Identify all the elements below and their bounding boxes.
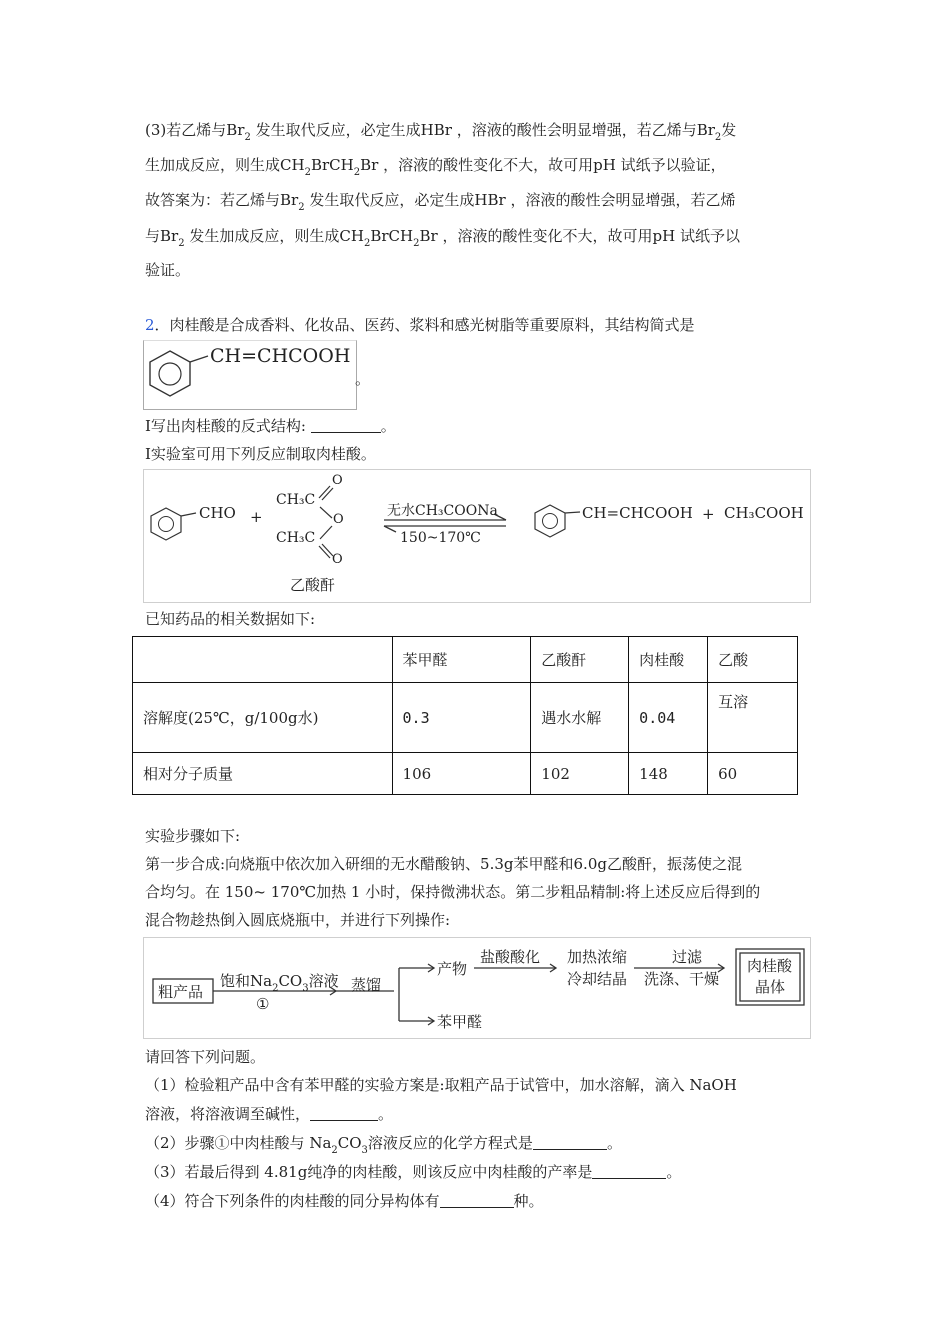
table-cell: 互溶 bbox=[708, 683, 798, 753]
plus-sign-2: + bbox=[702, 505, 715, 523]
anhydride-bottom: CH₃C bbox=[276, 530, 316, 546]
sub-question-3: （3）若最后得到 4.81g纯净的肉桂酸，则该反应中肉桂酸的产率是 。 bbox=[145, 1163, 682, 1181]
table-cell: 60 bbox=[708, 753, 798, 795]
cinnamic-acid-structure bbox=[143, 340, 357, 410]
answer-blank-3[interactable] bbox=[533, 1135, 607, 1150]
table-header-cell: 乙酸酐 bbox=[531, 637, 629, 683]
step-line-3: 混合物趁热倒入圆底烧瓶中，并进行下列操作: bbox=[145, 911, 451, 929]
flow-product: 产物 bbox=[437, 960, 468, 978]
flow-filter: 过滤 bbox=[672, 948, 703, 966]
answer-blank-2[interactable] bbox=[310, 1106, 378, 1121]
anhydride-name: 乙酸酐 bbox=[290, 576, 336, 594]
anhydride-top: CH₃C bbox=[276, 492, 316, 508]
part3-line-4: 与$Br_2$ 发生加成反应，则生成$CH_2BrCH_2Br$ ，溶液的酸性变化不大，故可用pH 试纸予以 bbox=[145, 227, 740, 249]
sub-question-1a: （1）检验粗产品中含有苯甲醛的实验方案是:取粗产品于试管中，加水溶解，滴入 NaOH bbox=[145, 1076, 737, 1094]
flow-final-b: 晶体 bbox=[755, 978, 786, 996]
purification-flowchart bbox=[143, 937, 811, 1039]
table-row bbox=[133, 683, 798, 753]
flow-reagent: 饱和$Na_2CO_3$溶液 bbox=[220, 972, 339, 994]
flow-distill: 蒸馏 bbox=[351, 976, 382, 994]
flow-wash: 洗涤、干燥 bbox=[644, 970, 720, 988]
part3-line-5: 验证。 bbox=[145, 261, 191, 279]
steps-title: 实验步骤如下: bbox=[145, 827, 241, 845]
anhydride-o-mid: O bbox=[333, 512, 344, 527]
plus-sign-1: + bbox=[250, 508, 263, 526]
answer-intro: 请回答下列问题。 bbox=[145, 1048, 266, 1066]
reaction-figure bbox=[143, 469, 811, 603]
conditions-label: 150~170℃ bbox=[400, 530, 481, 546]
q2-intro: 2．肉桂酸是合成香料、化妆品、医药、浆料和感光树脂等重要原料，其结构简式是 bbox=[145, 316, 695, 334]
catalyst-label: 无水CH₃COONa bbox=[387, 503, 498, 519]
table-row bbox=[133, 753, 798, 795]
table-cell: 0.04 bbox=[629, 683, 708, 753]
flow-cool: 冷却结晶 bbox=[567, 970, 628, 988]
table-cell: 溶解度(25℃，g/100g水) bbox=[133, 683, 393, 753]
answer-blank-4[interactable] bbox=[592, 1164, 666, 1179]
answer-blank-5[interactable] bbox=[440, 1193, 514, 1208]
flow-concentrate: 加热浓缩 bbox=[567, 948, 628, 966]
flow-acidify: 盐酸酸化 bbox=[480, 948, 541, 966]
sub-question-4: （4）符合下列条件的肉桂酸的同分异构体有 种。 bbox=[145, 1192, 544, 1210]
table-cell: 148 bbox=[629, 753, 708, 795]
table-cell: 106 bbox=[392, 753, 531, 795]
structure-end-mark: 。 bbox=[355, 370, 371, 388]
step-line-1: 第一步合成:向烧瓶中依次加入研细的无水醋酸钠、5.3g苯甲醛和6.0g乙酸酐，振荡使之混 bbox=[145, 855, 742, 873]
flow-crude-product: 粗产品 bbox=[158, 983, 204, 1001]
table-intro: 已知药品的相关数据如下: bbox=[145, 610, 316, 628]
table-header-cell bbox=[133, 637, 393, 683]
table-header-row bbox=[133, 637, 798, 683]
benzaldehyde-ring-icon bbox=[151, 508, 196, 540]
anhydride-bonds bbox=[319, 486, 333, 558]
table-cell: 遇水水解 bbox=[531, 683, 629, 753]
part3-line-1: (3)若乙烯与$Br_2$ 发生取代反应，必定生成HBr ，溶液的酸性会明显增强，若乙烯与$Br_2$发 bbox=[145, 121, 737, 143]
structure-label: CH=CHCOOH bbox=[210, 345, 351, 367]
reactant-cho: CHO bbox=[199, 504, 236, 522]
step-line-2: 合均匀。在 150~ 170℃加热 1 小时，保持微沸状态。第二步粗品精制:将上述反应后得到的 bbox=[145, 883, 761, 901]
task-2: I实验室可用下列反应制取肉桂酸。 bbox=[145, 445, 376, 463]
answer-blank-1[interactable] bbox=[311, 418, 381, 433]
anhydride-o-bottom: O bbox=[332, 552, 343, 567]
anhydride-o-top: O bbox=[332, 473, 343, 488]
table-header-cell: 肉桂酸 bbox=[629, 637, 708, 683]
flow-byproduct: 苯甲醛 bbox=[437, 1013, 483, 1031]
task-1: I写出肉桂酸的反式结构: 。 bbox=[145, 417, 396, 435]
part3-line-3: 故答案为：若乙烯与$Br_2$ 发生取代反应，必定生成HBr ，溶液的酸性会明显增强，若乙烯 bbox=[145, 191, 736, 213]
question-number: 2 bbox=[145, 316, 155, 334]
table-header-cell: 乙酸 bbox=[708, 637, 798, 683]
part3-line-2: 生加成反应，则生成$CH_2BrCH_2Br$ ，溶液的酸性变化不大，故可用pH 试纸予以验证， bbox=[145, 156, 726, 178]
sub-question-2: （2）步骤①中肉桂酸与 $Na_2CO_3$溶液反应的化学方程式是 。 bbox=[145, 1134, 622, 1156]
table-cell: 相对分子质量 bbox=[133, 753, 393, 795]
data-table bbox=[132, 636, 798, 795]
product-acetic: CH₃COOH bbox=[724, 504, 804, 522]
flow-final-a: 肉桂酸 bbox=[747, 957, 793, 975]
table-cell: 0.3 bbox=[392, 683, 531, 753]
table-header-cell: 苯甲醛 bbox=[392, 637, 531, 683]
flow-step-mark: ① bbox=[256, 995, 270, 1013]
sub-question-1b: 溶液，将溶液调至碱性， 。 bbox=[145, 1105, 394, 1123]
table-cell: 102 bbox=[531, 753, 629, 795]
product-cinnamic: CH=CHCOOH bbox=[582, 504, 693, 522]
product-ring-icon bbox=[535, 505, 580, 537]
